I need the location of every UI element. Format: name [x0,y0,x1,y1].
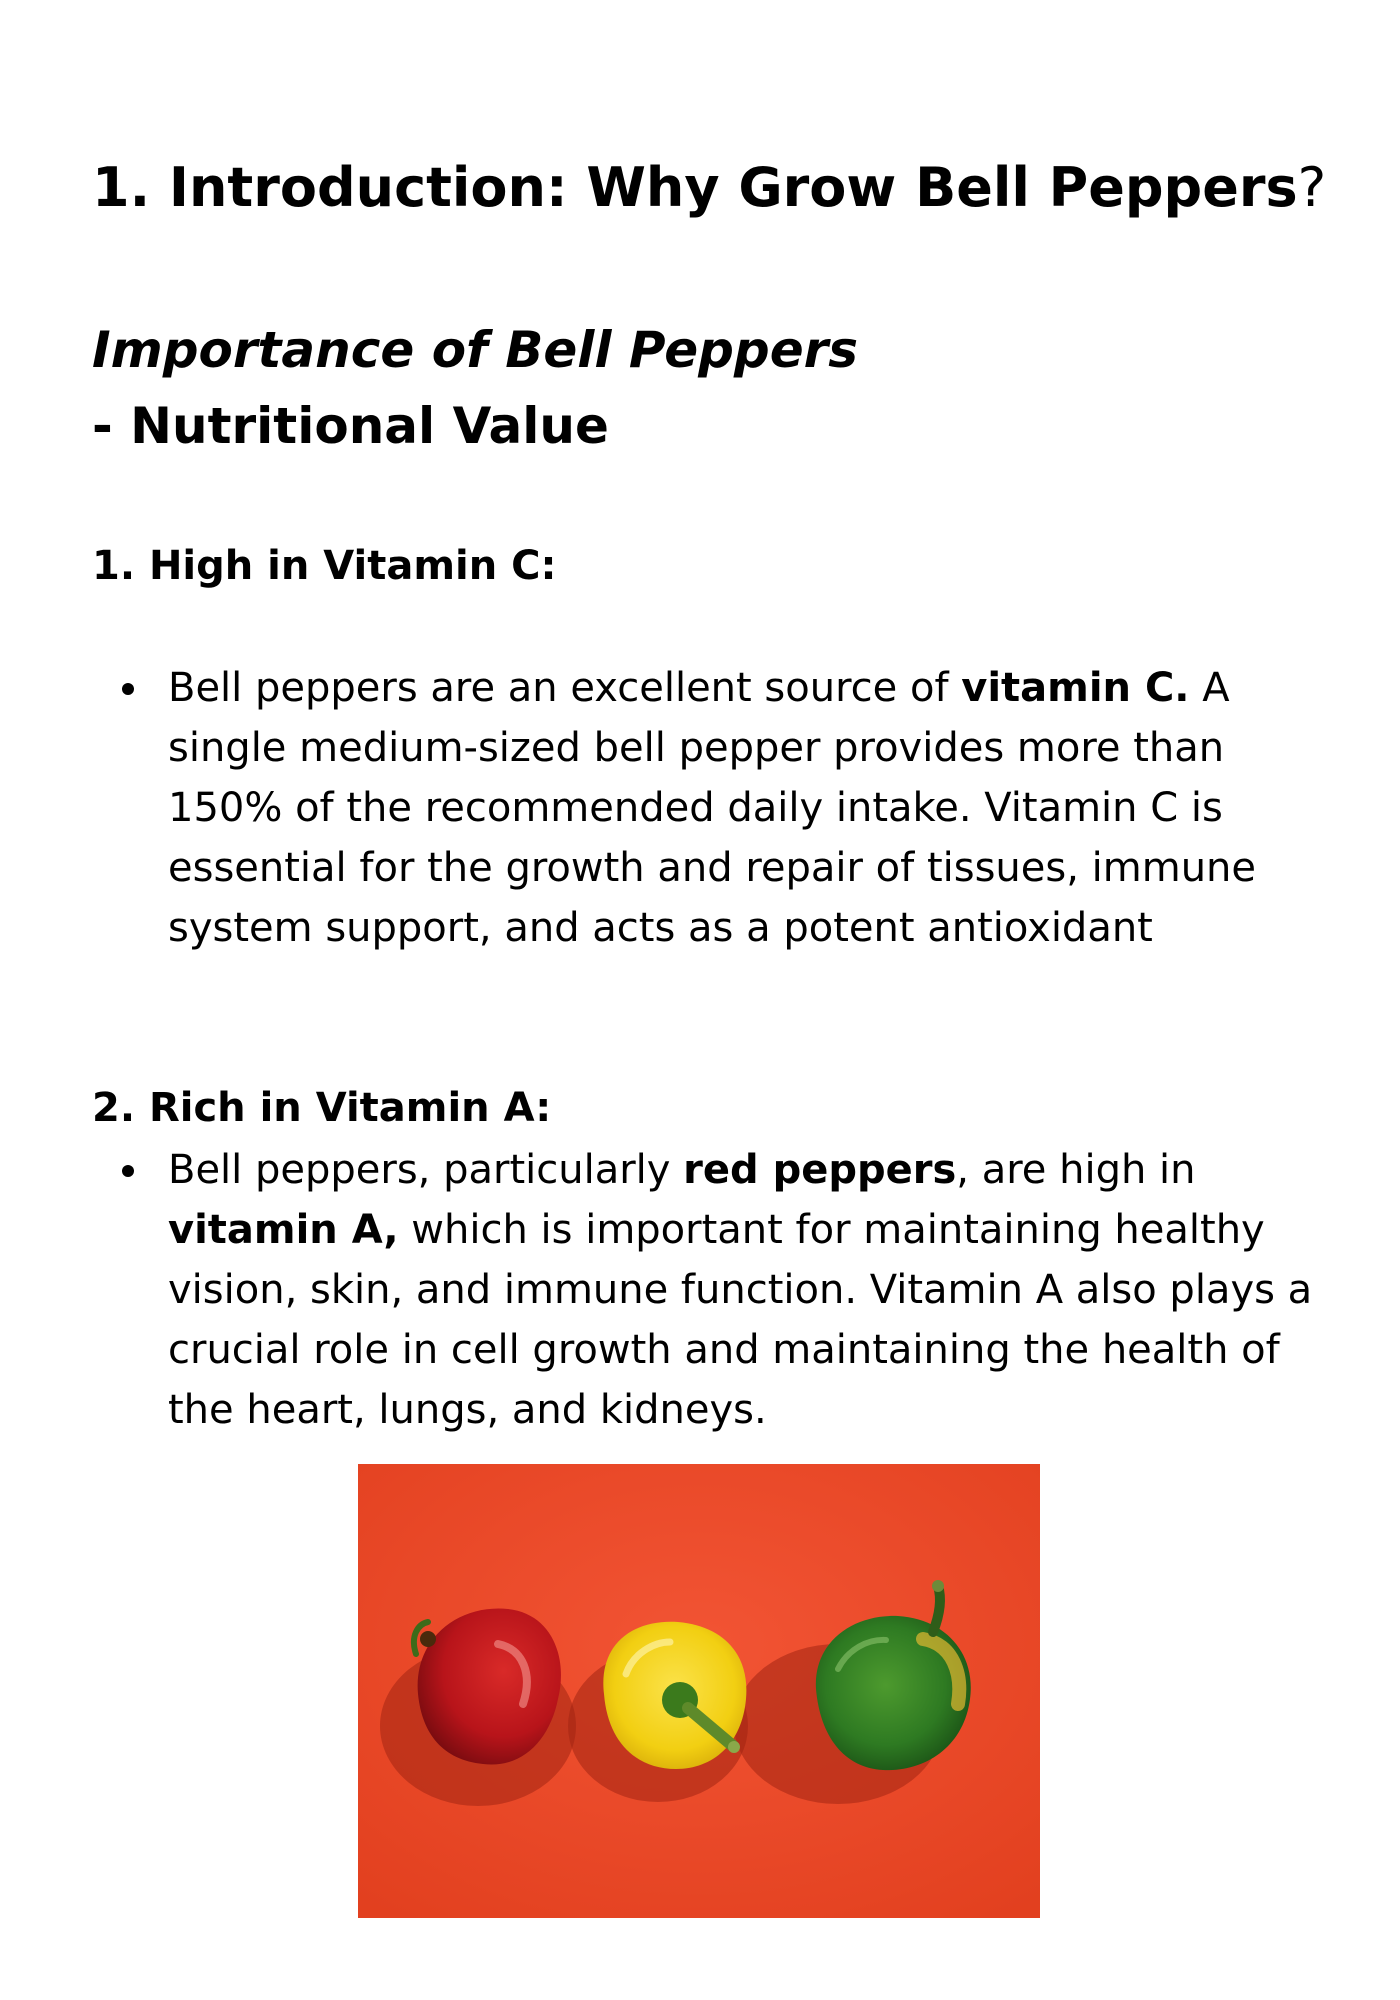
section-heading [92,312,858,464]
bullet-text: Bell peppers are an excellent source of [168,665,962,711]
bullet-bold-text: red peppers [683,1147,957,1193]
vitamin-c-heading: 1. High in Vitamin C: [92,543,557,589]
vitamin-a-list [92,1140,1322,1440]
section-heading-subtitle: - Nutritional Value [92,397,609,455]
title-question-mark: ? [1297,156,1327,219]
page-title [92,150,1326,226]
vitamin-a-heading: 2. Rich in Vitamin A: [92,1085,552,1131]
section-heading-italic: Importance of Bell Peppers [92,321,859,379]
title-text: 1. Introduction: Why Grow Bell Peppers [92,156,1298,219]
yellow-pepper [603,1622,746,1769]
vitamin-a-bullet [92,1140,1322,1440]
bullet-bold-text: vitamin A, [168,1207,399,1253]
vitamin-c-list [92,658,1322,958]
bell-peppers-illustration [358,1464,1040,1918]
vitamin-c-bullet [92,658,1322,958]
bullet-text: , are high in [956,1147,1196,1193]
bell-peppers-photo [358,1464,1040,1918]
bullet-bold-text: vitamin C. [961,665,1190,711]
bullet-text: Bell peppers, particularly [168,1147,684,1193]
bullet-text: A single medium-sized bell pepper provides more than 150% of the recommended daily intake. Vitamin C is essential for the growth and repair of tissues, immune system support, and acts as a potent antioxidant [168,665,1257,951]
bullet-text: which is important for maintaining healthy vision, skin, and immune function. Vitamin A also plays a crucial role in cell growth and maintaining the health of the heart, lungs, and kidneys. [168,1207,1313,1433]
